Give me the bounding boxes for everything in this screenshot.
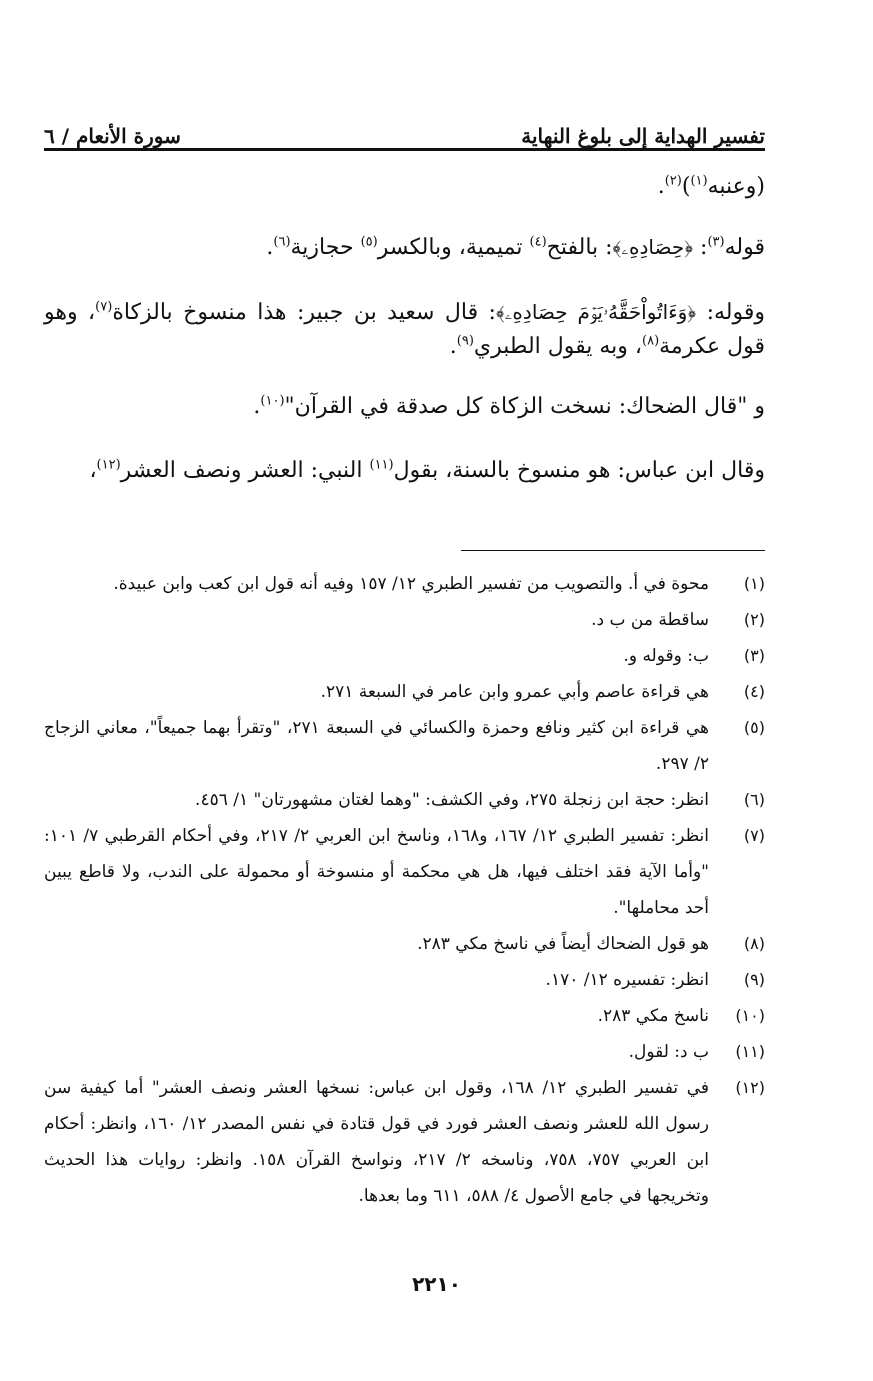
footnote-ref-6: (٦) (273, 234, 291, 250)
footnotes (44, 566, 765, 1214)
footnote-6 (44, 782, 765, 818)
footnote-number: (٦) (743, 790, 765, 809)
footnote-8 (44, 926, 765, 962)
footnote-ref-12: (١٢) (96, 457, 121, 473)
footnote-number: (١١) (735, 1042, 765, 1061)
footnote-ref-10: (١٠) (260, 393, 285, 409)
footnote-1 (44, 566, 765, 602)
footnote-text: انظر: حجة ابن زنجلة ٢٧٥، وفي الكشف: "وهما لغتان مشهورتان" ١/ ٤٥٦. (195, 790, 709, 810)
footnote-text: ناسخ مكي ٢٨٣. (597, 1006, 709, 1026)
footnote-3 (44, 638, 765, 674)
footnote-5 (44, 710, 765, 782)
footnote-number: (١) (743, 574, 765, 593)
footnote-12 (44, 1070, 765, 1214)
footnote-ref-3: (٣) (707, 234, 725, 250)
footnote-ref-8: (٨) (642, 333, 660, 349)
footnote-ref-4: (٤) (529, 234, 547, 250)
header-rule (44, 148, 765, 151)
footnote-text: ساقطة من ب د. (591, 610, 709, 630)
footnote-ref-5: (٥) (360, 234, 378, 250)
paragraph-5: وقال ابن عباس: هو منسوخ بالسنة، بقول$^{(١١)}$ النبي: العشر ونصف العشر$^{(١٢)}$، (89, 457, 765, 483)
footnote-number: (٤) (743, 682, 765, 701)
footnote-ref-11: (١١) (369, 457, 394, 473)
quran-quote: ﴿وَءَاتُواْحَقَّهُۥيَوۡمَ حِصَادِهِۦ﴾ (495, 300, 697, 324)
footnote-text: ب د: لقول. (628, 1042, 709, 1062)
footnote-text: هي قراءة ابن كثير ونافع وحمزة والكسائي في السبعة ٢٧١، "وتقرأ بهما جميعاً"، معاني الزجاج ٢/ ٢٩٧. (44, 718, 710, 774)
page-number: ٢٢١٠ (412, 1272, 461, 1296)
footnote-number: (٧) (743, 826, 765, 845)
main-text (44, 160, 765, 488)
paragraph-2: قوله$^{(٣)}$: ﴿حِصَادِهِۦ﴾: بالفتح$^{(٤)}$ تميمية، وبالكسر$^{(٥)}$ حجازية$^{(٦)}$. (266, 234, 765, 260)
footnote-ref-7: (٧) (95, 299, 113, 315)
footnote-text: ب: وقوله و. (623, 646, 709, 666)
footnote-number: (٢) (743, 610, 765, 629)
footnote-text: هي قراءة عاصم وأبي عمرو وابن عامر في السبعة ٢٧١. (320, 682, 709, 702)
footnote-text: هو قول الضحاك أيضاً في ناسخ مكي ٢٨٣. (417, 934, 709, 954)
running-header (44, 108, 765, 148)
footnote-11 (44, 1034, 765, 1070)
quran-quote: ﴿حِصَادِهِۦ﴾ (612, 235, 694, 259)
footnote-9 (44, 962, 765, 998)
footnote-10 (44, 998, 765, 1034)
footnote-number: (٩) (743, 970, 765, 989)
footnote-number: (١٢) (735, 1078, 765, 1097)
footnote-7 (44, 818, 765, 926)
footnote-number: (١٠) (735, 1006, 765, 1025)
footnote-rule (461, 550, 765, 551)
paragraph-1: (وعنبه$^{(١)}$)$^{(٢)}$. (657, 173, 765, 199)
footnote-ref-1: (١) (690, 173, 708, 189)
footnote-text: انظر: تفسيره ١٢/ ١٧٠. (545, 970, 709, 990)
paragraph-3: وقوله: ﴿وَءَاتُواْحَقَّهُۥيَوۡمَ حِصَادِهِۦ﴾: قال سعيد بن جبير: هذا منسوخ بالزكاة$^{(٧)}$، وهو قول عكرمة$^{(٨)}$، وبه يقول الطبري$^{(٩)}$. (44, 299, 766, 359)
footnote-number: (٨) (743, 934, 765, 953)
footnote-2 (44, 602, 765, 638)
footnote-ref-2: (٢) (664, 173, 682, 189)
footnote-4 (44, 674, 765, 710)
footnote-text: في تفسير الطبري ١٢/ ١٦٨، وقول ابن عباس: نسخها العشر ونصف العشر" أما كيفية سن رسول الله للعشر ونصف العشر فورد في قول قتادة في نفس المصدر ١٢/ ١٦٠، وانظر: أحكام ابن العربي ٧٥٧، ٧٥٨، وناسخه ٢/ ٢١٧، ونواسخ القرآن ١٥٨. وانظر: روايات هذا الحديث وتخريجها في جامع الأصول ٤/ ٥٨٨، ٦١١ وما بعدها. (44, 1078, 709, 1206)
book-title: تفسير الهداية إلى بلوغ النهاية (521, 124, 765, 148)
paragraph-4: و "قال الضحاك: نسخت الزكاة كل صدقة في القرآن"$^{(١٠)}$. (253, 393, 765, 419)
surah-label: سورة الأنعام / ٦ (44, 124, 181, 148)
footnote-text: محوة في أ. والتصويب من تفسير الطبري ١٢/ ١٥٧ وفيه أنه قول ابن كعب وابن عبيدة. (113, 574, 709, 594)
footnote-number: (٥) (743, 718, 765, 737)
footnote-ref-9: (٩) (456, 333, 474, 349)
footnote-number: (٣) (743, 646, 765, 665)
footnote-text: انظر: تفسير الطبري ١٢/ ١٦٧، و١٦٨، وناسخ ابن العربي ٢/ ٢١٧، وفي أحكام القرطبي ٧/ ١٠١: "وأما الآية فقد اختلف فيها، هل هي محكمة أو منسوخة أو محمولة على الندب، ولا قاطع يبين أحد محاملها". (44, 826, 709, 918)
